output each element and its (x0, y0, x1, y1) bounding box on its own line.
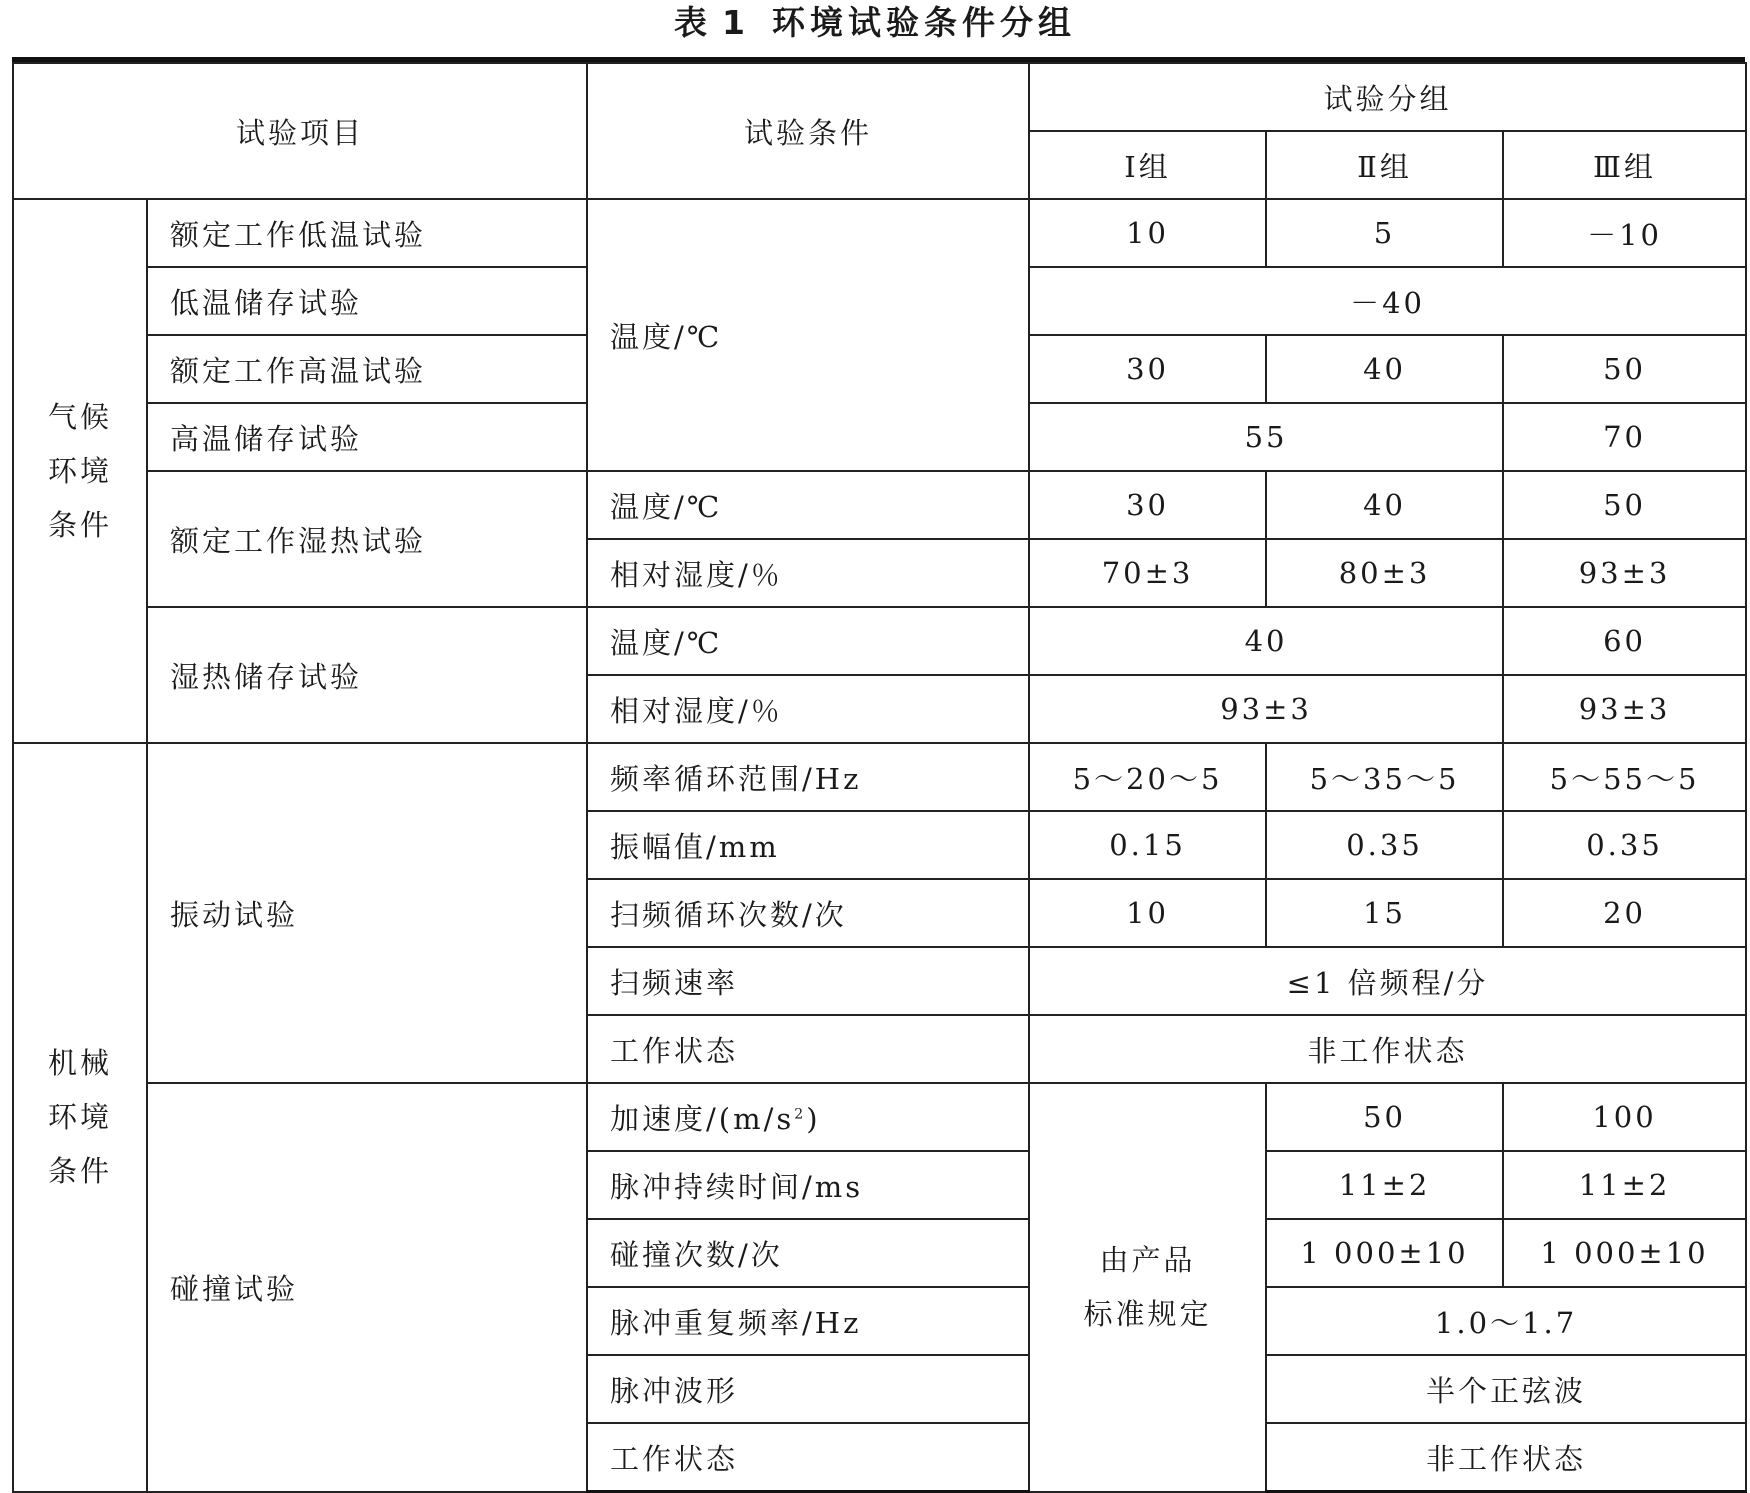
cell-value: ≤1 倍频程/分 (1029, 947, 1746, 1015)
cell-value: 30 (1029, 335, 1266, 403)
table-row (13, 471, 1746, 539)
cell-value: 40 (1029, 607, 1503, 675)
cell-value: 半个正弦波 (1266, 1355, 1746, 1423)
condition-label: 振幅值/mm (587, 811, 1029, 879)
cell-value: 5～35～5 (1266, 743, 1503, 811)
condition-label: 温度/℃ (587, 471, 1029, 539)
cell-value: 50 (1266, 1083, 1503, 1151)
cell-value: 20 (1503, 879, 1746, 947)
cell-value: 80±3 (1266, 539, 1503, 607)
cell-value: 5～55～5 (1503, 743, 1746, 811)
condition-label: 脉冲波形 (587, 1355, 1029, 1423)
item-store-low: 低温储存试验 (147, 267, 587, 335)
condition-label: 工作状态 (587, 1015, 1029, 1083)
cell-value: 1.0～1.7 (1266, 1287, 1746, 1355)
condition-label: 温度/℃ (587, 607, 1029, 675)
cell-value: 10 (1029, 879, 1266, 947)
cell-value: 1 000±10 (1266, 1219, 1503, 1287)
item-bump: 碰撞试验 (147, 1083, 587, 1492)
item-rated-high: 额定工作高温试验 (147, 335, 587, 403)
cell-value: 0.35 (1266, 811, 1503, 879)
header-groups: 试验分组 (1029, 63, 1746, 131)
cell-value: 70 (1503, 403, 1746, 471)
table-row (13, 1083, 1746, 1151)
category-climate: 气候 环境 条件 (13, 199, 147, 743)
condition-label: 扫频速率 (587, 947, 1029, 1015)
cell-value: 40 (1266, 335, 1503, 403)
cell-value: 非工作状态 (1266, 1423, 1746, 1492)
cell-value: 93±3 (1029, 675, 1503, 743)
cell-standard-note: 由产品 标准规定 (1029, 1083, 1266, 1492)
item-vibration: 振动试验 (147, 743, 587, 1083)
cell-value: 5 (1266, 199, 1503, 267)
header-group-2: Ⅱ组 (1266, 131, 1503, 199)
cell-value: 0.15 (1029, 811, 1266, 879)
cell-value: 5～20～5 (1029, 743, 1266, 811)
condition-label: 频率循环范围/Hz (587, 743, 1029, 811)
condition-label: 扫频循环次数/次 (587, 879, 1029, 947)
header-group-3: Ⅲ组 (1503, 131, 1746, 199)
cell-value: 55 (1029, 403, 1503, 471)
header-group-1: Ⅰ组 (1029, 131, 1266, 199)
cell-value: 10 (1029, 199, 1266, 267)
cell-value: 0.35 (1503, 811, 1746, 879)
cell-value: 50 (1503, 471, 1746, 539)
condition-label: 脉冲持续时间/ms (587, 1151, 1029, 1219)
table-title-number: 1 (722, 3, 750, 42)
condition-label: 脉冲重复频率/Hz (587, 1287, 1029, 1355)
cell-value: 11±2 (1503, 1151, 1746, 1219)
cell-value: 50 (1503, 335, 1746, 403)
environment-test-table (12, 62, 1747, 1493)
cell-value: 15 (1266, 879, 1503, 947)
table-row (13, 199, 1746, 267)
condition-label: 加速度$/(m/s^2)$ (587, 1083, 1029, 1151)
cell-value: 100 (1503, 1083, 1746, 1151)
item-rated-damp: 额定工作湿热试验 (147, 471, 587, 607)
cell-value: －10 (1503, 199, 1746, 267)
cell-value: 40 (1266, 471, 1503, 539)
item-store-high: 高温储存试验 (147, 403, 587, 471)
cell-value: 70±3 (1029, 539, 1266, 607)
cell-value: 60 (1503, 607, 1746, 675)
condition-temp: 温度/℃ (587, 199, 1029, 471)
cell-value: 11±2 (1266, 1151, 1503, 1219)
header-condition: 试验条件 (587, 63, 1029, 199)
table-title (0, 0, 1750, 48)
item-rated-low: 额定工作低温试验 (147, 199, 587, 267)
table-row (13, 743, 1746, 811)
condition-label: 相对湿度/％ (587, 675, 1029, 743)
cell-value: 93±3 (1503, 539, 1746, 607)
header-item: 试验项目 (13, 63, 587, 199)
table-title-prefix: 表 (674, 3, 713, 42)
cell-value: 93±3 (1503, 675, 1746, 743)
cell-value: 非工作状态 (1029, 1015, 1746, 1083)
condition-label: 碰撞次数/次 (587, 1219, 1029, 1287)
cell-value: －40 (1029, 267, 1746, 335)
table-row (13, 607, 1746, 675)
condition-label: 工作状态 (587, 1423, 1029, 1492)
cell-value: 1 000±10 (1503, 1219, 1746, 1287)
cell-value: 30 (1029, 471, 1266, 539)
table-title-text: 环境试验条件分组 (771, 3, 1076, 42)
category-mechanical: 机械 环境 条件 (13, 743, 147, 1492)
item-store-damp: 湿热储存试验 (147, 607, 587, 743)
condition-label: 相对湿度/％ (587, 539, 1029, 607)
header-row-1 (13, 63, 1746, 131)
